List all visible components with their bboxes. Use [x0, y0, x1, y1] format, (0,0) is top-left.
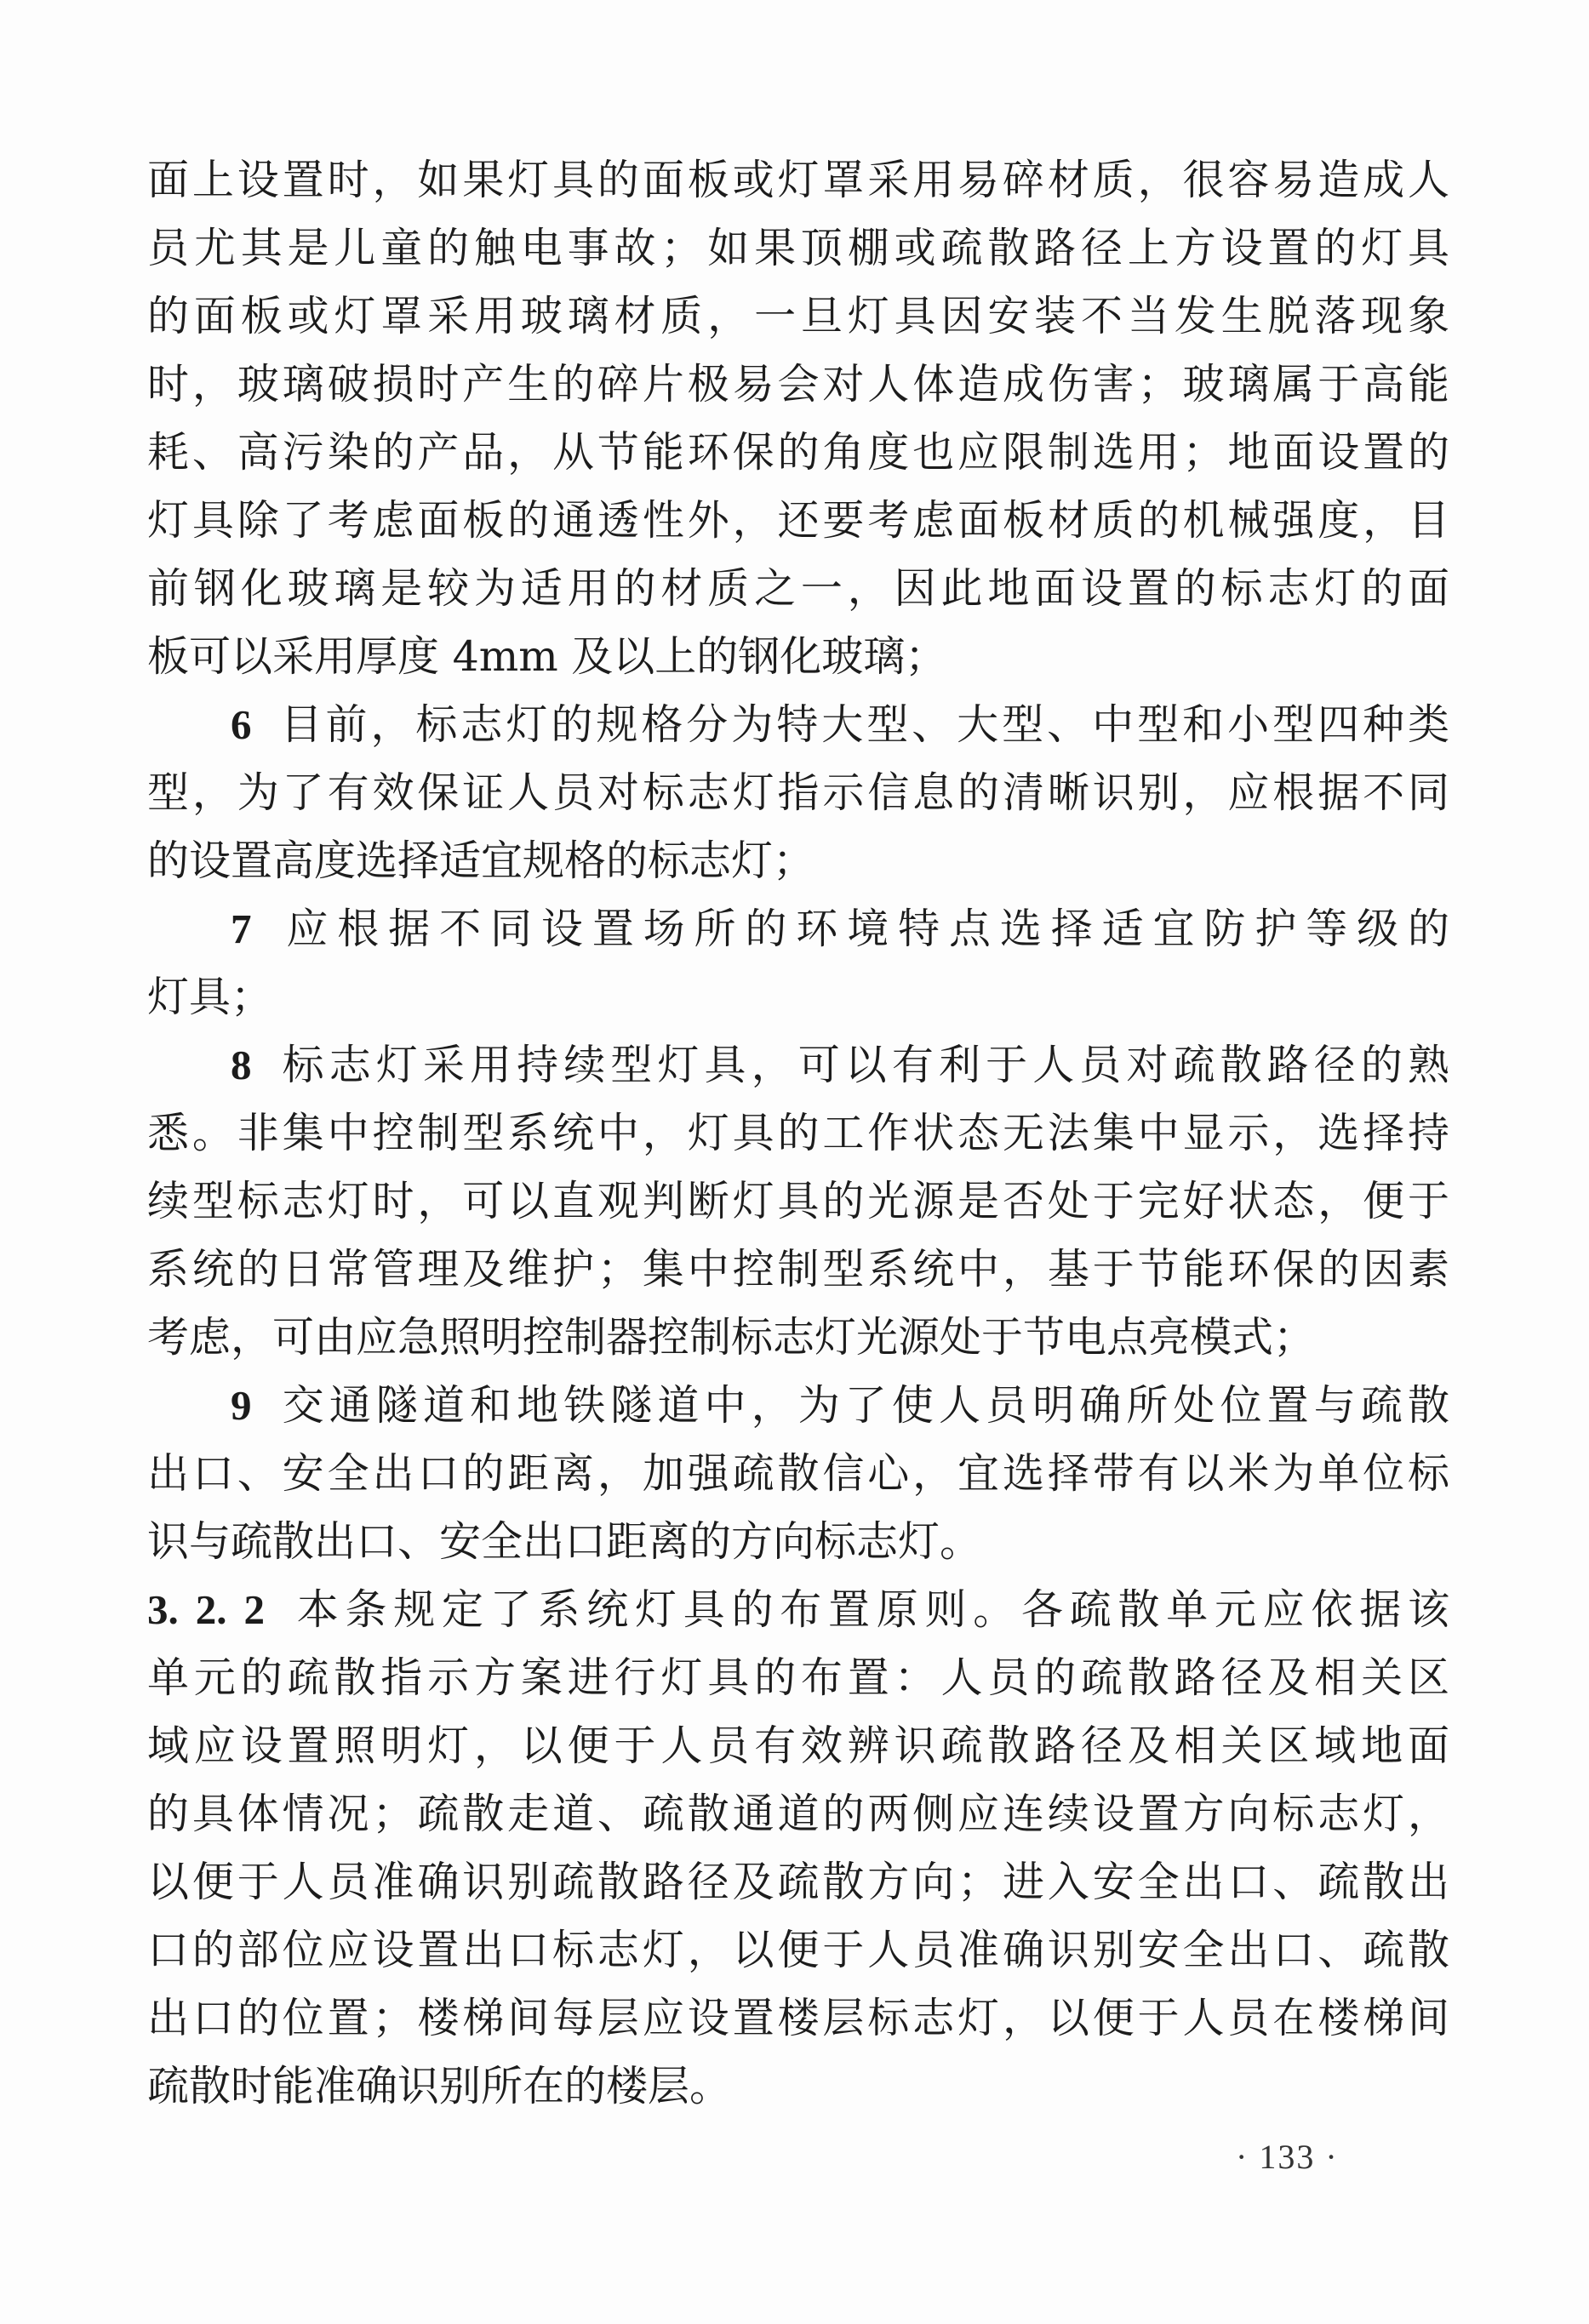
- text-line: [147, 1236, 1449, 1304]
- text-line: [147, 1099, 1449, 1168]
- page-number: · 133 ·: [1236, 2138, 1339, 2176]
- line-text: 员尤其是儿童的触电事故；如果顶棚或疏散路径上方设置的灯具: [147, 224, 1449, 272]
- text-line: [147, 555, 1449, 623]
- text-line: [147, 2053, 1449, 2121]
- line-text: 灯具；: [147, 973, 273, 1021]
- text-line: [147, 146, 1449, 214]
- line-text: 时，玻璃破损时产生的碎片极易会对人体造成伤害；玻璃属于高能: [147, 360, 1449, 408]
- line-text: 型，为了有效保证人员对标志灯指示信息的清晰识别，应根据不同: [147, 768, 1449, 817]
- line-text: 标志灯采用持续型灯具，可以有利于人员对疏散路径的熟: [277, 1041, 1449, 1089]
- line-text: 前钢化玻璃是较为适用的材质之一，因此地面设置的标志灯的面: [147, 564, 1449, 613]
- text-line: [147, 1984, 1449, 2053]
- text-line: [147, 895, 1449, 963]
- line-text: 出口的位置；楼梯间每层应设置楼层标志灯，以便于人员在楼梯间: [147, 1994, 1449, 2042]
- line-text: 口的部位应设置出口标志灯，以便于人员准确识别安全出口、疏散: [147, 1926, 1449, 1974]
- text-line: [147, 487, 1449, 555]
- line-text: 交通隧道和地铁隧道中，为了使人员明确所处位置与疏散: [277, 1381, 1449, 1430]
- line-text: 面上设置时，如果灯具的面板或灯罩采用易碎材质，很容易造成人: [147, 156, 1449, 204]
- line-text: 的具体情况；疏散走道、疏散通道的两侧应连续设置方向标志灯，: [147, 1790, 1449, 1838]
- text-line: [147, 1712, 1449, 1780]
- clause-number: 8: [231, 1042, 252, 1088]
- text-line: [147, 623, 1449, 691]
- text-line: [147, 1372, 1449, 1440]
- line-text: 的面板或灯罩采用玻璃材质，一旦灯具因安装不当发生脱落现象: [147, 292, 1449, 340]
- text-line: [147, 1508, 1449, 1576]
- line-text: 识与疏散出口、安全出口距离的方向标志灯。: [147, 1517, 982, 1566]
- line-text: 域应设置照明灯，以便于人员有效辨识疏散路径及相关区域地面: [147, 1722, 1449, 1770]
- text-line: [147, 419, 1449, 487]
- text-line: [147, 214, 1449, 283]
- line-text: 单元的疏散指示方案进行灯具的布置：人员的疏散路径及相关区: [147, 1653, 1449, 1702]
- text-line: [147, 1780, 1449, 1848]
- line-text: 应根据不同设置场所的环境特点选择适宜防护等级的: [277, 905, 1449, 953]
- text-line: [147, 1440, 1449, 1508]
- clause-number: 7: [231, 905, 252, 952]
- text-line: [147, 827, 1449, 895]
- text-line: [147, 1168, 1449, 1236]
- line-text: 的设置高度选择适宜规格的标志灯；: [147, 837, 815, 885]
- text-line: [147, 1304, 1449, 1372]
- line-text: 系统的日常管理及维护；集中控制型系统中，基于节能环保的因素: [147, 1245, 1449, 1293]
- line-text: 板可以采用厚度 4mm 及以上的钢化玻璃；: [147, 632, 947, 681]
- line-text: 本条规定了系统灯具的布置原则。各疏散单元应依据该: [290, 1585, 1449, 1634]
- line-text: 灯具除了考虑面板的通透性外，还要考虑面板材质的机械强度，目: [147, 496, 1449, 545]
- body-text: [147, 146, 1449, 2121]
- text-line: [147, 691, 1449, 759]
- text-line: [147, 759, 1449, 827]
- text-line: [147, 1848, 1449, 1916]
- text-line: [147, 963, 1449, 1031]
- clause-number: 9: [231, 1382, 252, 1429]
- text-line: [147, 1916, 1449, 1984]
- clause-number: 6: [231, 701, 252, 748]
- line-text: 考虑，可由应急照明控制器控制标志灯光源处于节电点亮模式；: [147, 1313, 1316, 1362]
- text-line: [147, 1644, 1449, 1712]
- clause-number: 3. 2. 2: [147, 1586, 265, 1633]
- line-text: 续型标志灯时，可以直观判断灯具的光源是否处于完好状态，便于: [147, 1177, 1449, 1225]
- text-line: [147, 1576, 1449, 1644]
- text-line: [147, 351, 1449, 419]
- line-text: 以便于人员准确识别疏散路径及疏散方向；进入安全出口、疏散出: [147, 1858, 1449, 1906]
- text-line: [147, 283, 1449, 351]
- line-text: 悉。非集中控制型系统中，灯具的工作状态无法集中显示，选择持: [147, 1109, 1449, 1157]
- line-text: 耗、高污染的产品，从节能环保的角度也应限制选用；地面设置的: [147, 428, 1449, 477]
- text-line: [147, 1031, 1449, 1099]
- line-text: 目前，标志灯的规格分为特大型、大型、中型和小型四种类: [277, 700, 1449, 749]
- line-text: 疏散时能准确识别所在的楼层。: [147, 2062, 732, 2110]
- line-text: 出口、安全出口的距离，加强疏散信心，宜选择带有以米为单位标: [147, 1449, 1449, 1498]
